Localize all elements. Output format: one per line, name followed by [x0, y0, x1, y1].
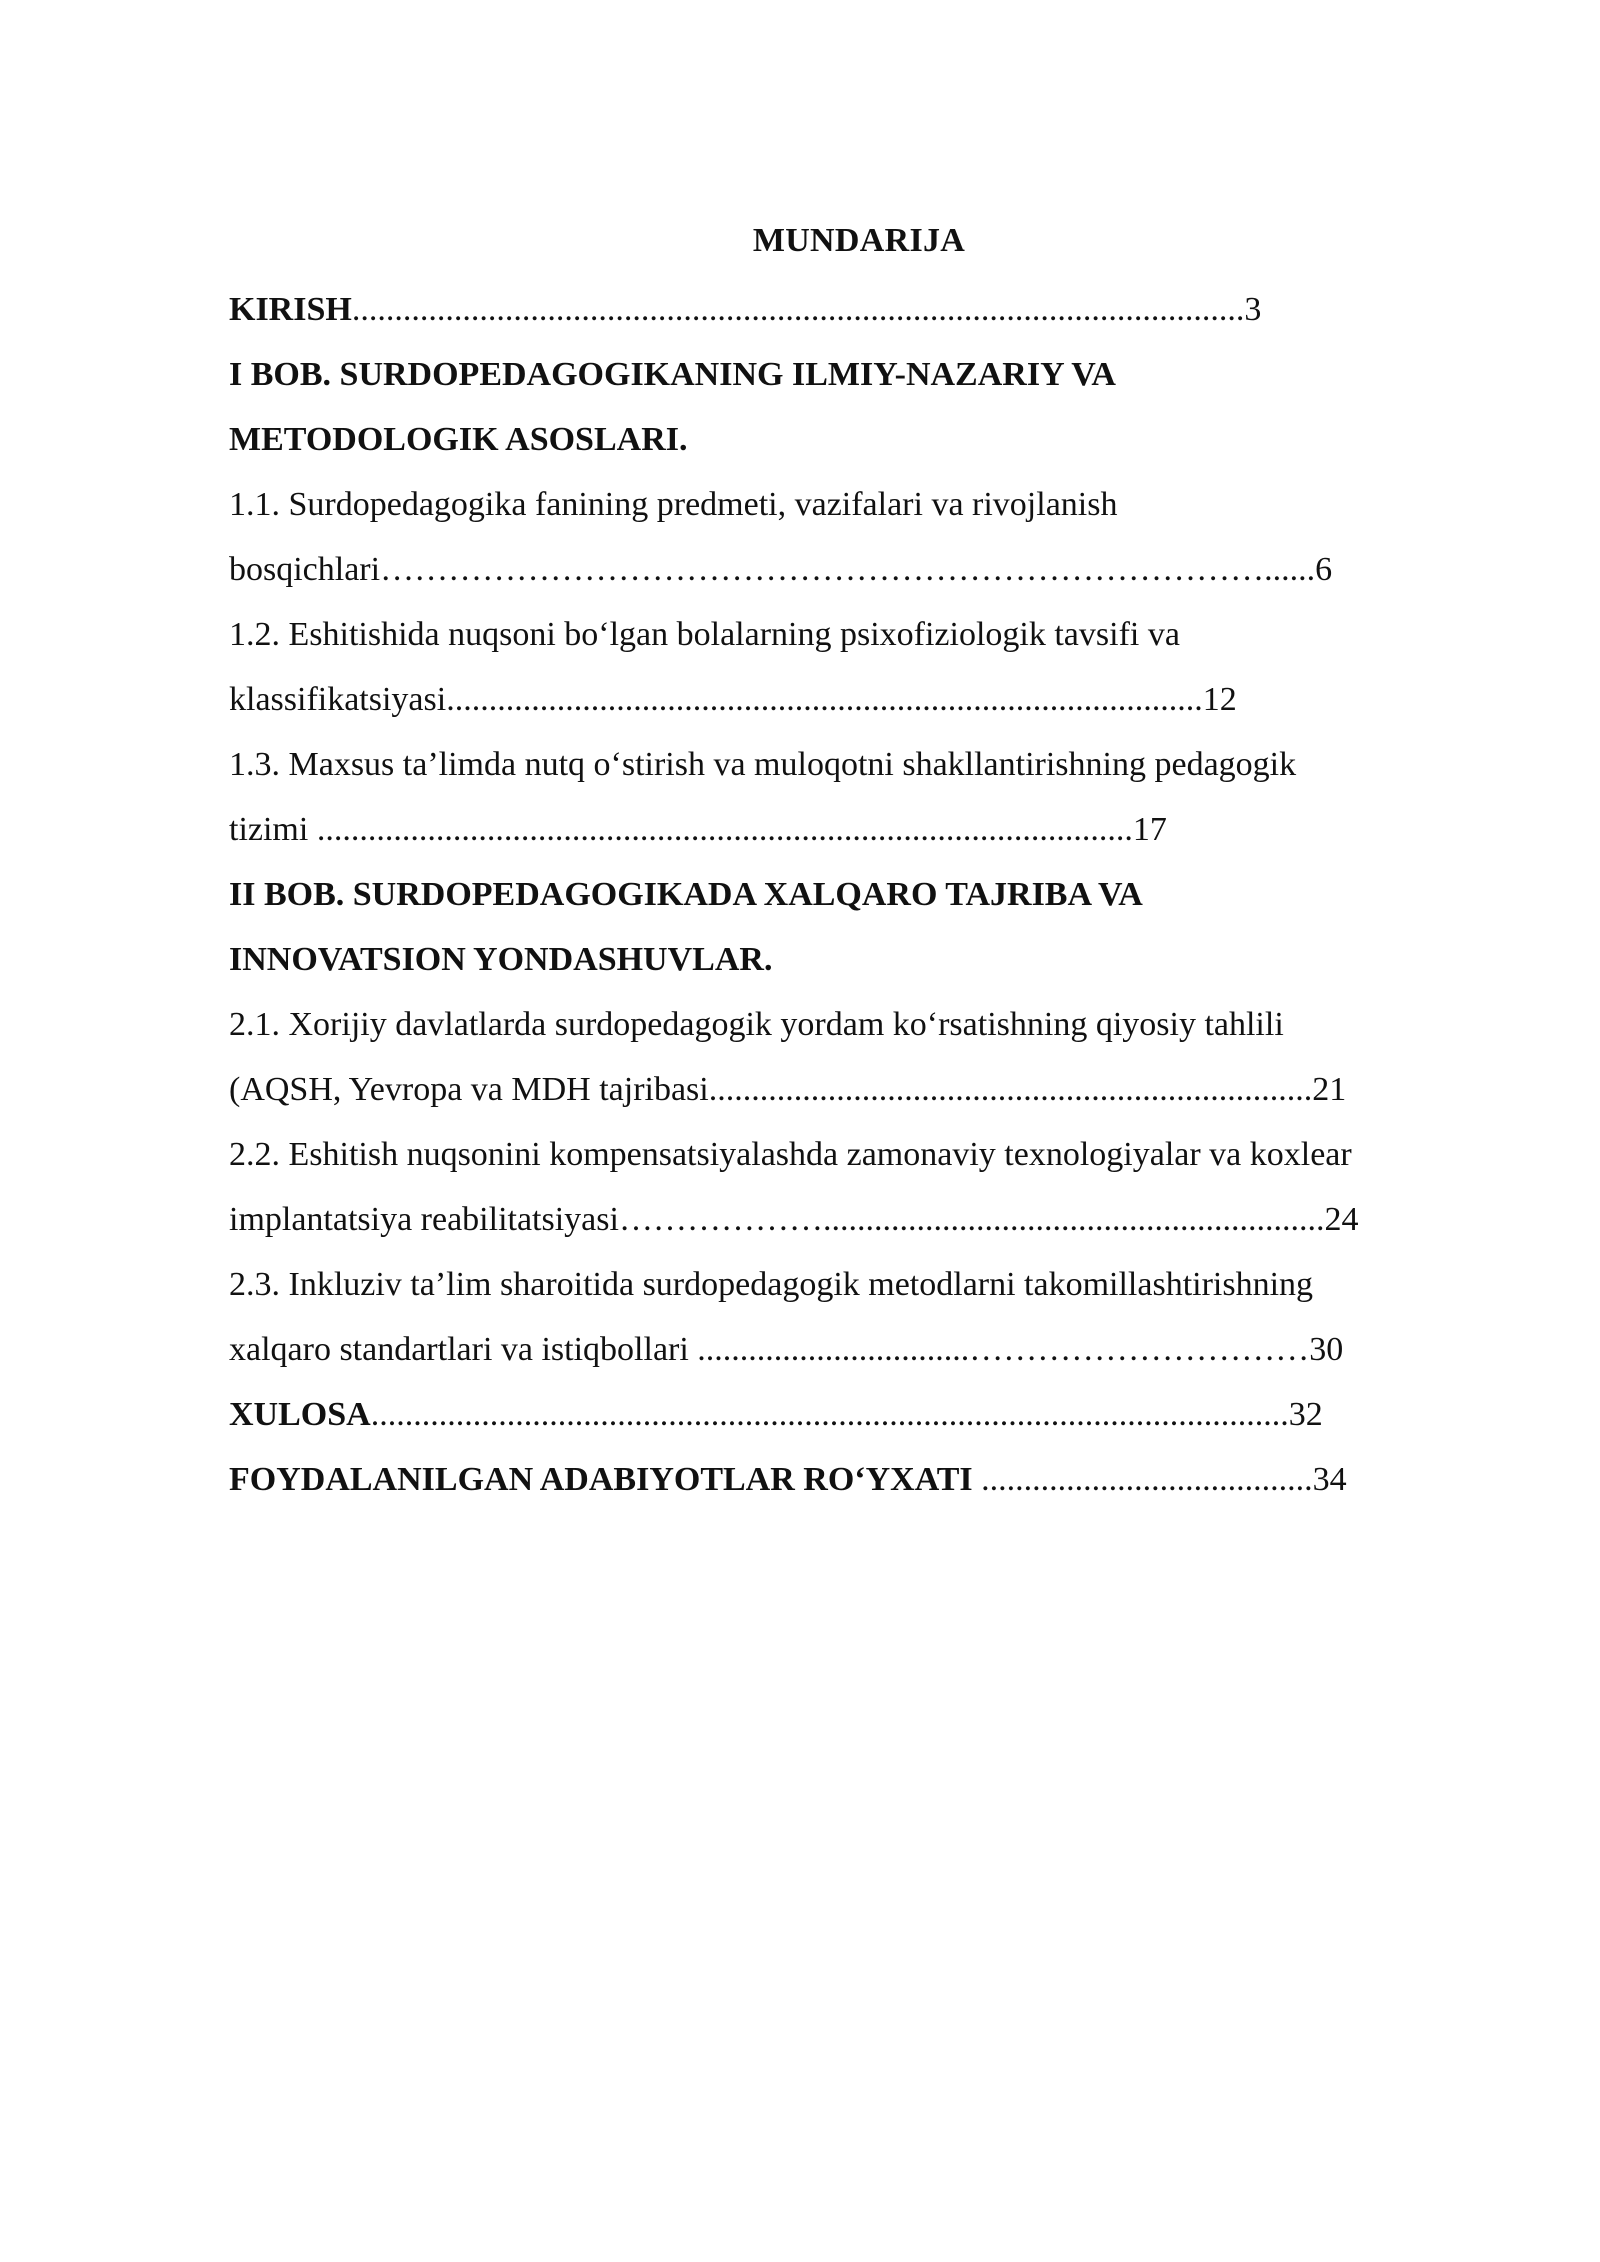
toc-entry-title: 2.3. Inkluziv ta’lim sharoitida surdopedagogik metodlarni takomillashtirishning [229, 1266, 1314, 1303]
toc-chapter-2-line-1 [229, 862, 1489, 927]
toc-entry-xulosa [229, 1382, 1489, 1447]
toc-entry-title: klassifikatsiyasi [229, 681, 447, 718]
toc-entry-title: implantatsiya reabilitatsiyasi [229, 1201, 619, 1238]
page-title: MUNDARIJA [752, 222, 966, 259]
toc-entry-adabiyotlar [229, 1447, 1489, 1512]
toc-section-2-3-line-1 [229, 1252, 1489, 1317]
toc-entry-leader-page: .......................................34 [972, 1461, 1347, 1498]
toc-entry-title: xalqaro standartlari va istiqbollari [229, 1331, 689, 1368]
toc-entry-kirish [229, 277, 1489, 342]
toc-section-1-3-line-2 [229, 797, 1489, 862]
toc-chapter-1-line-2 [229, 407, 1489, 472]
toc-section-2-1-line-2 [229, 1057, 1489, 1122]
toc-entry-title: 1.1. Surdopedagogika fanining predmeti, vazifalari va rivojlanish [229, 486, 1118, 523]
toc-entry-leader-page: ……………………………………………………………………......6 [380, 551, 1333, 588]
toc-entry-title: FOYDALANILGAN ADABIYOTLAR RO‘YXATI [229, 1461, 973, 1498]
toc-entry-leader-page: .........................................................................................12 [446, 681, 1237, 718]
toc-entry-title: 1.2. Eshitishida nuqsoni bo‘lgan bolalarning psixofiziologik tavsifi va [229, 616, 1180, 653]
toc-entry-title: 2.1. Xorijiy davlatlarda surdopedagogik yordam ko‘rsatishning qiyosiy tahlili [229, 1006, 1284, 1043]
toc-chapter-1-line-1 [229, 342, 1489, 407]
toc-entry-title: KIRISH [229, 291, 352, 328]
toc-entry-title: INNOVATSION YONDASHUVLAR. [229, 941, 773, 978]
toc-entry-leader-page: .........................................................................................................3 [351, 291, 1262, 328]
toc-section-1-1-line-1 [229, 472, 1489, 537]
toc-entry-title: (AQSH, Yevropa va MDH tajribasi [229, 1071, 709, 1108]
toc-entry-leader-page: ............................................................................................................32 [370, 1396, 1323, 1433]
toc-entry-title: 1.3. Maxsus ta’limda nutq o‘stirish va muloqotni shakllantirishning pedagogik [229, 746, 1297, 783]
toc-entry-title: 2.2. Eshitish nuqsonini kompensatsiyalashda zamonaviy texnologiyalar va koxlear [229, 1136, 1352, 1173]
toc-entry-leader-page: ................................................................................................17 [308, 811, 1167, 848]
toc-chapter-2-line-2 [229, 927, 1489, 992]
toc-section-1-1-line-2 [229, 537, 1489, 602]
toc-entry-title: tizimi [229, 811, 309, 848]
toc-entry-leader-page: ................................…………………………30 [688, 1331, 1344, 1368]
toc-entry-title: bosqichlari [229, 551, 381, 588]
toc-section-2-3-line-2 [229, 1317, 1489, 1382]
toc-section-1-2-line-1 [229, 602, 1489, 667]
toc-lines [229, 277, 1489, 1512]
toc-section-2-1-line-1 [229, 992, 1489, 1057]
toc-section-1-3-line-1 [229, 732, 1489, 797]
toc-entry-leader-page: .......................................................................21 [708, 1071, 1347, 1108]
toc-section-2-2-line-1 [229, 1122, 1489, 1187]
toc-entry-title: XULOSA [229, 1396, 371, 1433]
toc-section-2-2-line-2 [229, 1187, 1489, 1252]
toc-entry-title: I BOB. SURDOPEDAGOGIKANING ILMIY-NAZARIY VA [229, 356, 1116, 393]
toc-entry-leader-page: ………………...........................................................24 [618, 1201, 1359, 1238]
toc-entry-title: METODOLOGIK ASOSLARI. [229, 421, 688, 458]
toc-section-1-2-line-2 [229, 667, 1489, 732]
toc-entry-title: II BOB. SURDOPEDAGOGIKADA XALQARO TAJRIBA VA [229, 876, 1143, 913]
